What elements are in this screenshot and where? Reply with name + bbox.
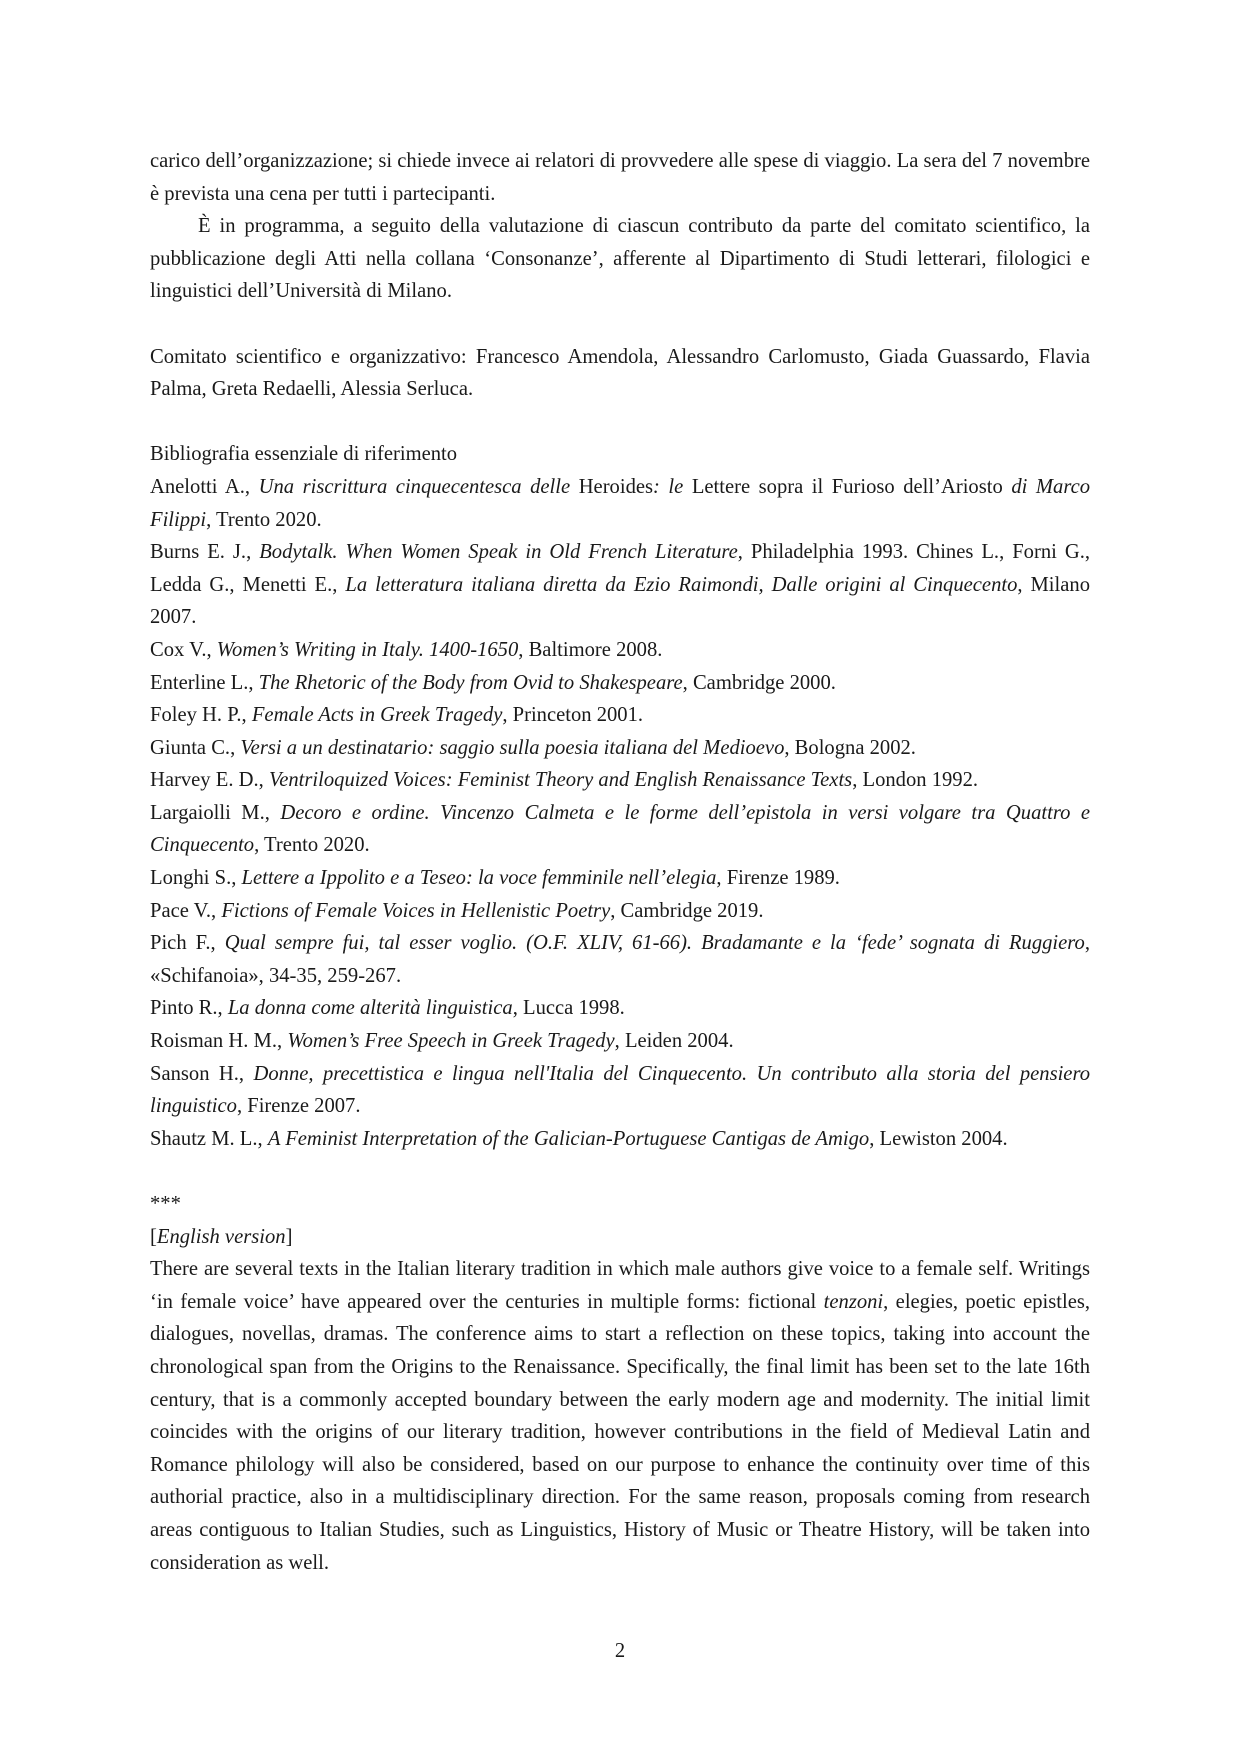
intro-paragraph-2: È in programma, a seguito della valutazione di ciascun contributo da parte del comitato scientifico, la pubblicazione degli Atti nella collana ‘Consonanze’, afferente al Dipartimento di Studi letterari, filologici e linguistici dell’Università di Milano. xyxy=(150,215,1090,303)
bibliography-entry: Cox V., Women’s Writing in Italy. 1400-1650, Baltimore 2008. xyxy=(150,638,663,661)
page-number: 2 xyxy=(614,1640,626,1662)
intro-paragraph-1: carico dell’organizzazione; si chiede invece ai relatori di provvedere alle spese di viaggio. La sera del 7 novembre è prevista una cena per tutti i partecipanti. xyxy=(150,150,1090,205)
english-paragraph: There are several texts in the Italian literary tradition in which male authors give voice to a female self. Writings ‘in female voice’ have appeared over the centuries in multiple forms: fictional tenzoni, elegies, poetic epistles, dialogues, novellas, dramas. The conference aims to start a reflection on these topics, taking into account the chronological span from the Origins to the Renaissance. Specifically, the final limit has been set to the late 16th century, that is a commonly accepted boundary between the early modern age and modernity. The initial limit coincides with the origins of our literary tradition, however contributions in the field of Medieval Latin and Romance philology will also be considered, based on our purpose to enhance the continuity over time of this authorial practice, also in a multidisciplinary direction. For the same reason, proposals coming from research areas contiguous to Italian Studies, such as Linguistics, History of Music or Theatre History, will be taken into consideration as well. xyxy=(150,1258,1090,1574)
bibliography-entry: Pich F., Qual sempre fui, tal esser voglio. (O.F. XLIV, 61-66). Bradamante e la ‘fede’ sognata di Ruggiero, «Schifanoia», 34-35, 259-267. xyxy=(150,932,1090,987)
bibliography-entry: Giunta C., Versi a un destinatario: saggio sulla poesia italiana del Medioevo, Bologna 2002. xyxy=(150,736,916,759)
bibliography-entry: Sanson H., Donne, precettistica e lingua nell'Italia del Cinquecento. Un contributo alla storia del pensiero linguistico, Firenze 2007. xyxy=(150,1062,1090,1118)
bibliography-entry: Largaiolli M., Decoro e ordine. Vincenzo Calmeta e le forme dell’epistola in versi volgare tra Quattro e Cinquecento, Trento 2020. xyxy=(150,801,1090,857)
bibliography-entry: Anelotti A., Una riscrittura cinquecentesca delle Heroides: le Lettere sopra il Furioso dell’Ariosto di Marco Filippi, Trento 2020. xyxy=(150,475,1091,531)
bibliography-entry: Burns E. J., Bodytalk. When Women Speak in Old French Literature, Philadelphia 1993. Chines L., Forni G., Ledda G., Menetti E., La letteratura italiana diretta da Ezio Raimondi, Dalle origini al Cinquecento, Milano 2007. xyxy=(150,541,1091,629)
section-separator: *** xyxy=(150,1193,181,1215)
spacer xyxy=(150,406,1090,439)
english-version-label: [English version] xyxy=(150,1225,293,1248)
bibliography-list xyxy=(150,471,1090,1155)
spacer xyxy=(150,308,1090,341)
bibliography-entry: Enterline L., The Rhetoric of the Body from Ovid to Shakespeare, Cambridge 2000. xyxy=(150,671,836,694)
bibliography-entry: Roisman H. M., Women’s Free Speech in Greek Tragedy, Leiden 2004. xyxy=(150,1030,734,1053)
bibliography-entry: Pace V., Fictions of Female Voices in Hellenistic Poetry, Cambridge 2019. xyxy=(150,899,764,922)
bibliography-entry: Pinto R., La donna come alterità linguistica, Lucca 1998. xyxy=(150,997,625,1020)
bibliography-heading: Bibliografia essenziale di riferimento xyxy=(150,443,458,466)
bibliography-entry: Longhi S., Lettere a Ippolito e a Teseo: la voce femminile nell’elegia, Firenze 1989. xyxy=(150,867,840,890)
spacer xyxy=(150,1155,1090,1188)
bibliography-entry: Foley H. P., Female Acts in Greek Tragedy, Princeton 2001. xyxy=(150,704,644,727)
english-version-label-text: English version xyxy=(156,1225,286,1248)
committee-paragraph: Comitato scientifico e organizzativo: Francesco Amendola, Alessandro Carlomusto, Giada Guassardo, Flavia Palma, Greta Redaelli, Alessia Serluca. xyxy=(150,345,1090,401)
bibliography-entry: Shautz M. L., A Feminist Interpretation of the Galician-Portuguese Cantigas de Amigo, Lewiston 2004. xyxy=(150,1127,1008,1150)
bibliography-entry: Harvey E. D., Ventriloquized Voices: Feminist Theory and English Renaissance Texts, London 1992. xyxy=(150,769,979,792)
document-page xyxy=(150,145,1090,1579)
